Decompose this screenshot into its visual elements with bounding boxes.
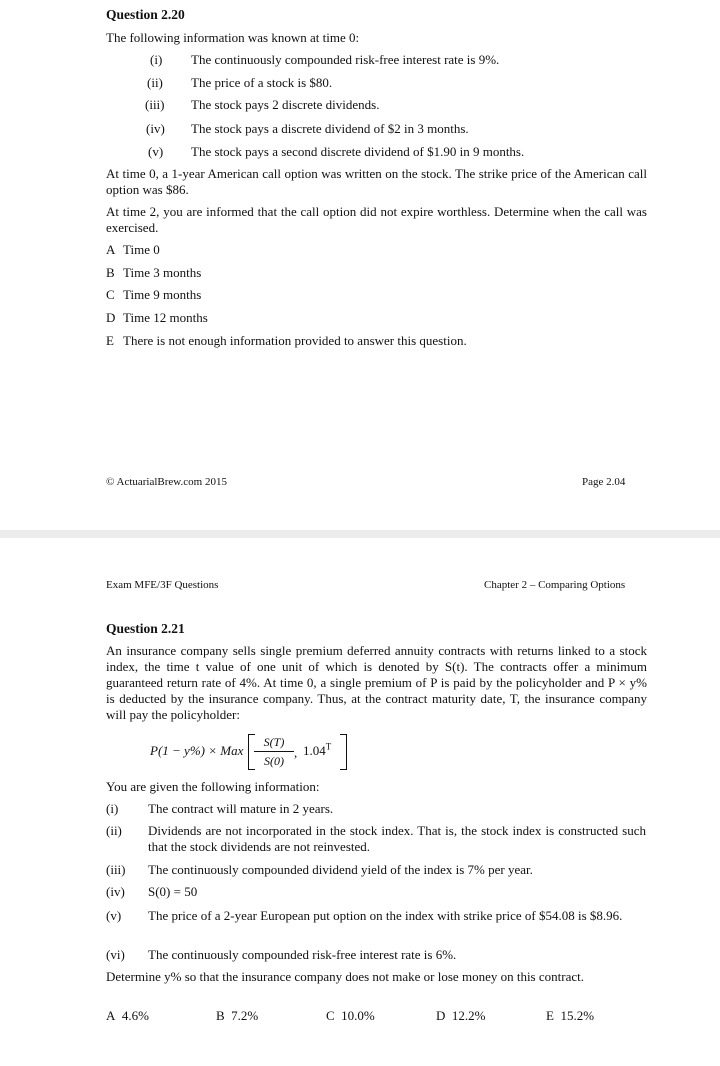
choice-text: 4.6% <box>121 1008 149 1023</box>
list-item-text: The price of a stock is $80. <box>191 75 333 90</box>
given-text: You are given the following information: <box>106 779 320 794</box>
choice-a <box>106 1008 149 1024</box>
list-item-number: (v) <box>148 144 164 159</box>
choice-text: 10.0% <box>341 1008 375 1023</box>
list-item-number: (i) <box>106 801 119 816</box>
page-2 <box>0 538 720 1066</box>
question-prompt: Determine y% so that the insurance company does not make or lose money on this contract. <box>106 969 584 984</box>
list-item-text: S(0) = 50 <box>148 884 198 899</box>
question-title: Question 2.20 <box>106 7 185 22</box>
choice-d <box>436 1008 485 1024</box>
choice-letter: D <box>436 1008 446 1023</box>
list-item-number: (ii) <box>106 823 122 838</box>
choice-letter: D <box>106 310 116 325</box>
choice-text: Time 12 months <box>123 310 208 325</box>
choice-letter: E <box>106 333 114 348</box>
header-chapter: Chapter 2 – Comparing Options <box>484 579 626 591</box>
formula-left: P(1 − y%) × Max <box>150 743 244 758</box>
page-separator <box>0 530 720 538</box>
numerator: S(T) <box>263 735 285 749</box>
list-item-number: (vi) <box>106 947 125 962</box>
list-item-text: The stock pays 2 discrete dividends. <box>191 97 380 112</box>
denominator: S(0) <box>264 754 284 768</box>
list-item-text: The continuously compounded risk-free interest rate is 6%. <box>148 947 457 962</box>
choice-c <box>326 1008 375 1024</box>
right-bracket <box>340 734 347 770</box>
fraction-bar <box>254 751 294 752</box>
list-item-text: The stock pays a discrete dividend of $2 in 3 months. <box>191 121 469 136</box>
choice-text: Time 0 <box>123 242 160 257</box>
choice-text: Time 3 months <box>123 265 202 280</box>
list-item-text: The price of a 2-year European put option on the index with strike price of $54.08 is $8.96. <box>148 908 623 923</box>
formula-base: 1.04 <box>303 743 326 758</box>
list-item-number: (iii) <box>145 97 165 112</box>
footer-copyright: © ActuarialBrew.com 2015 <box>106 476 227 488</box>
choice-letter: A <box>106 1008 116 1023</box>
intro-text: The following information was known at time 0: <box>106 30 360 45</box>
list-item-number: (iv) <box>146 121 165 136</box>
choice-text: Time 9 months <box>123 287 202 302</box>
paragraph: At time 0, a 1-year American call option was written on the stock. The strike price of the American call option was $86. <box>106 166 647 197</box>
choice-text: There is not enough information provided to answer this question. <box>123 333 467 348</box>
list-item-text: The continuously compounded risk-free interest rate is 9%. <box>191 52 500 67</box>
list-item-number: (i) <box>150 52 163 67</box>
formula-comma: , <box>294 745 298 760</box>
footer-page-number: Page 2.04 <box>582 476 626 488</box>
header-exam: Exam MFE/3F Questions <box>106 579 219 591</box>
choice-text: 12.2% <box>451 1008 486 1023</box>
choice-text: 7.2% <box>231 1008 259 1023</box>
list-item-text: Dividends are not incorporated in the stock index. That is, the stock index is constructed such that the stock dividends are not reinvested. <box>148 823 646 854</box>
choice-letter: B <box>106 265 115 280</box>
formula-exponent: T <box>325 741 332 752</box>
list-item-number: (iii) <box>106 862 126 877</box>
list-item-number: (ii) <box>147 75 163 90</box>
choice-b <box>216 1008 258 1024</box>
paragraph: At time 2, you are informed that the call option did not expire worthless. Determine when the call was exercised. <box>106 204 647 235</box>
paragraph: An insurance company sells single premium deferred annuity contracts with returns linked to a stock index, the time t value of one unit of which is denoted by S(t). The contracts offer a minimum guaranteed return rate of 4%. At time 0, a single premium of P is paid by the policyholder and P × y% is deducted by the insurance company. Thus, at the contract maturity date, T, the insurance company will pay the policyholder: <box>106 643 647 722</box>
choice-letter: C <box>326 1008 335 1023</box>
list-item-text: The contract will mature in 2 years. <box>148 801 334 816</box>
formula-power <box>303 743 331 759</box>
choice-letter: A <box>106 242 116 257</box>
choice-letter: C <box>106 287 115 302</box>
list-item-number: (iv) <box>106 884 125 899</box>
list-item-number: (v) <box>106 908 122 923</box>
choice-letter: B <box>216 1008 225 1023</box>
question-title: Question 2.21 <box>106 621 185 636</box>
list-item-text: The continuously compounded dividend yield of the index is 7% per year. <box>148 862 533 877</box>
page-1 <box>0 0 720 530</box>
choice-e <box>546 1008 594 1024</box>
list-item-text: The stock pays a second discrete dividend of $1.90 in 9 months. <box>191 144 525 159</box>
choice-text: 15.2% <box>560 1008 595 1023</box>
fraction <box>254 734 294 769</box>
choice-letter: E <box>546 1008 554 1023</box>
